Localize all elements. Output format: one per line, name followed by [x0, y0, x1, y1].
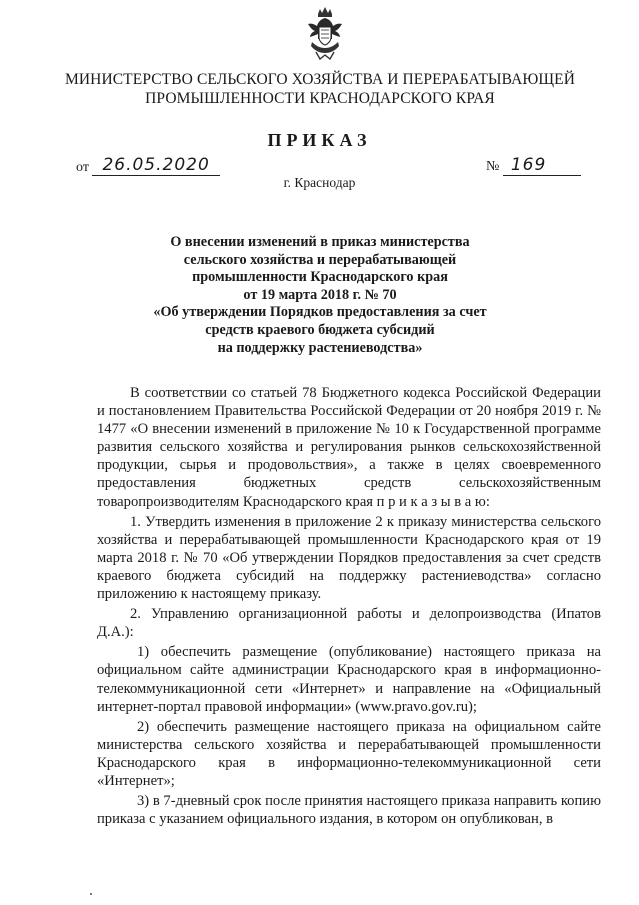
date-label: от — [76, 160, 89, 175]
paragraph-item-1: 1. Утвердить изменения в приложение 2 к приказу министерства сельского хозяйства и перерабатывающей промышленности Краснодарского края от 19 марта 2018 г. № 70 «Об утверждении Порядков предоставления за счет средств краевого бюджета субсидий на поддержку растениеводства» согласно приложению к настоящему приказу. — [97, 513, 601, 603]
number-label: № — [486, 159, 500, 174]
ministry-header — [40, 70, 600, 108]
ministry-line: ПРОМЫШЛЕННОСТИ КРАСНОДАРСКОГО КРАЯ — [145, 90, 495, 107]
title-line: сельского хозяйства и перерабатывающей — [183, 251, 457, 268]
number-value: 169 — [503, 155, 581, 176]
paragraph-subitem-3: 3) в 7-дневный срок после принятия настоящего приказа направить копию приказа с указанием официального издания, в котором он опубликован, в — [97, 793, 601, 828]
document-type: ПРИКАЗ — [267, 130, 372, 150]
document-title — [120, 234, 520, 357]
paragraph-subitem-1: 1) обеспечить размещение (опубликование) настоящего приказа на официальном сайте администрации Краснодарского края в информационно-телекоммуникационной сети «Интернет» и направление на «Официальный интернет-портал правовой информации» (www.pravo.gov.ru); — [97, 644, 601, 715]
ministry-line: МИНИСТЕРСТВО СЕЛЬСКОГО ХОЗЯЙСТВА И ПЕРЕРАБАТЫВАЮЩЕЙ — [64, 71, 575, 88]
scan-speck — [90, 893, 92, 895]
date-value: 26.05.2020 — [92, 155, 220, 176]
date-field — [76, 155, 220, 176]
paragraph-subitem-2: 2) обеспечить размещение настоящего приказа на официальном сайте министерства сельского хозяйства и перерабатывающей промышленности Краснодарского края в информационно-телекоммуникационной сети «Интернет»; — [97, 718, 601, 789]
title-line: от 19 марта 2018 г. № 70 — [243, 286, 397, 303]
coat-of-arms-icon — [306, 6, 344, 60]
paragraph-item-2: 2. Управлению организационной работы и делопроизводства (Ипатов Д.А.): — [97, 606, 601, 641]
paragraph-preamble: В соответствии со статьей 78 Бюджетного кодекса Российской Федерации и постановлением Правительства Российской Федерации от 20 ноября 2019 г. № 1477 «О внесении изменений в приложение № 10 к Государственной программе развития сельского хозяйства и регулирования рынков сельскохозяйственной продукции, сырья и продовольствия», а также в целях своевременного предоставления бюджетных средств сельскохозяйственным товаропроизводителям Краснодарского края п р и к а з ы в а ю: — [97, 385, 601, 510]
title-line: «Об утверждении Порядков предоставления за счет — [153, 304, 487, 321]
title-line: на поддержку растениеводства» — [217, 339, 423, 356]
number-field — [486, 155, 581, 176]
title-line: О внесении изменений в приказ министерства — [170, 234, 470, 250]
document-body — [97, 384, 601, 828]
city: г. Краснодар — [283, 175, 356, 190]
title-line: средств краевого бюджета субсидий — [205, 321, 435, 338]
title-line: промышленности Краснодарского края — [192, 269, 448, 286]
